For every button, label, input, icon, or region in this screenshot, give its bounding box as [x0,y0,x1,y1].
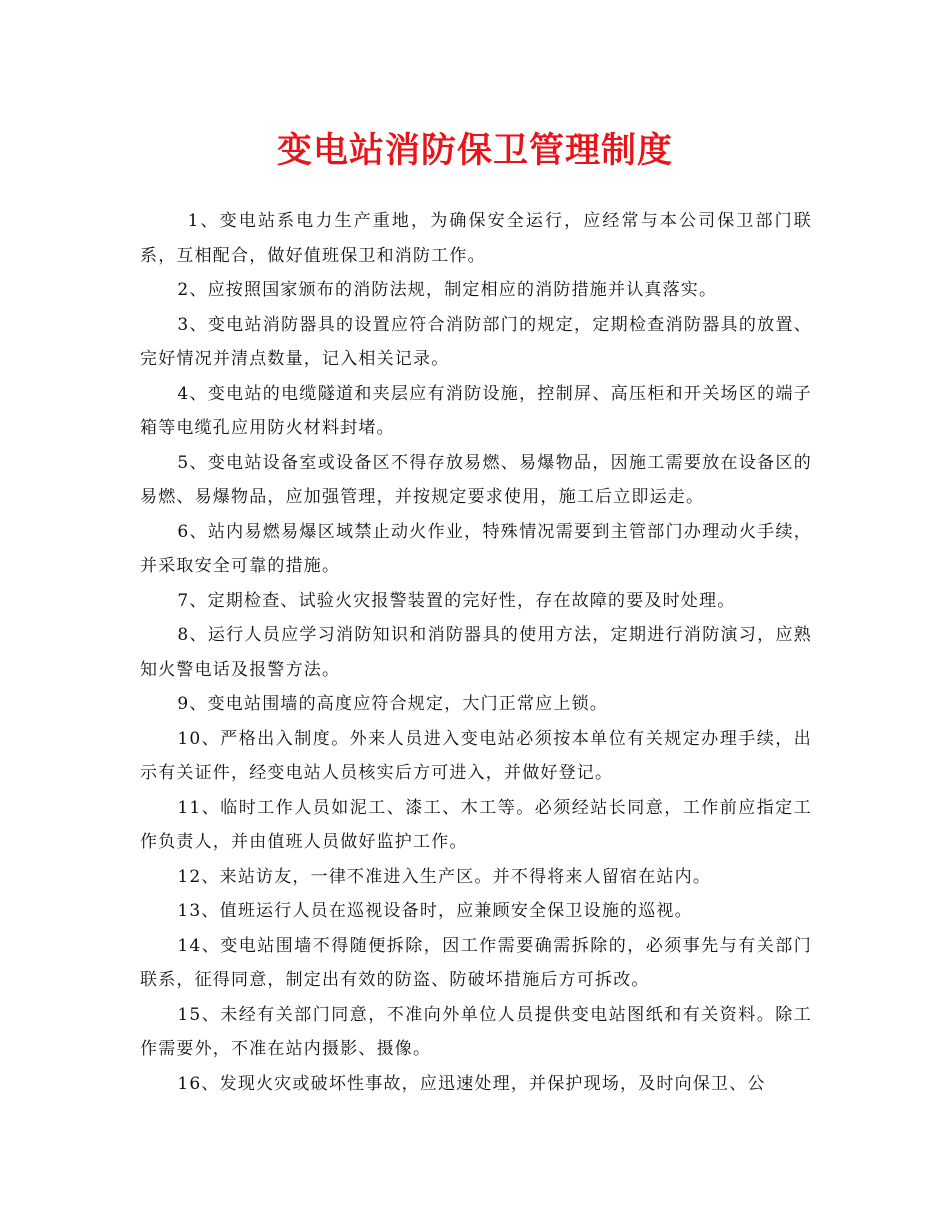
paragraph-9: 9、变电站围墙的高度应符合规定，大门正常应上锁。 [177,694,609,714]
paragraph-5: 5、变电站设备室或设备区不得存放易燃、易爆物品，因施工需要放在设备区的易燃、易爆物品，应加强管理，并按规定要求使用，施工后立即运走。 [140,452,812,507]
paragraph-13: 13、值班运行人员在巡视设备时，应兼顾安全保卫设施的巡视。 [177,901,693,921]
document-body [140,204,812,1101]
paragraph-12: 12、来站访友，一律不准进入生产区。并不得将来人留宿在站内。 [177,866,712,887]
document-title: 变电站消防保卫管理制度 [276,130,673,171]
paragraph-4: 4、变电站的电缆隧道和夹层应有消防设施，控制屏、高压柜和开关场区的端子箱等电缆孔应用防火材料封堵。 [140,383,812,438]
paragraph-8: 8、运行人员应学习消防知识和消防器具的使用方法，定期进行消防演习，应熟知火警电话及报警方法。 [140,625,812,680]
paragraph-2: 2、应按照国家颁布的消防法规，制定相应的消防措施并认真落实。 [177,280,718,300]
paragraph-3: 3、变电站消防器具的设置应符合消防部门的规定，定期检查消防器具的放置、完好情况并清点数量，记入相关记录。 [140,314,812,369]
paragraph-16: 16、发现火灾或破坏性事故，应迅速处理，并保护现场，及时向保卫、公 [177,1073,766,1094]
paragraph-15: 15、未经有关部门同意，不准向外单位人员提供变电站图纸和有关资料。除工作需要外，不准在站内摄影、摄像。 [140,1004,812,1059]
paragraph-1: 1、变电站系电力生产重地，为确保安全运行，应经常与本公司保卫部门联系，互相配合，做好值班保卫和消防工作。 [140,211,812,266]
paragraph-6: 6、站内易燃易爆区域禁止动火作业，特殊情况需要到主管部门办理动火手续，并采取安全可靠的措施。 [140,521,812,576]
paragraph-7: 7、定期检查、试验火灾报警装置的完好性，存在故障的要及时处理。 [177,590,736,611]
paragraph-14: 14、变电站围墙不得随便拆除，因工作需要确需拆除的，必须事先与有关部门联系，征得同意，制定出有效的防盗、防破坏措施后方可拆改。 [140,935,812,990]
paragraph-11: 11、临时工作人员如泥工、漆工、木工等。必须经站长同意，工作前应指定工作负责人，并由值班人员做好监护工作。 [140,797,812,852]
paragraph-10: 10、严格出入制度。外来人员进入变电站必须按本单位有关规定办理手续，出示有关证件，经变电站人员核实后方可进入，并做好登记。 [140,728,812,783]
